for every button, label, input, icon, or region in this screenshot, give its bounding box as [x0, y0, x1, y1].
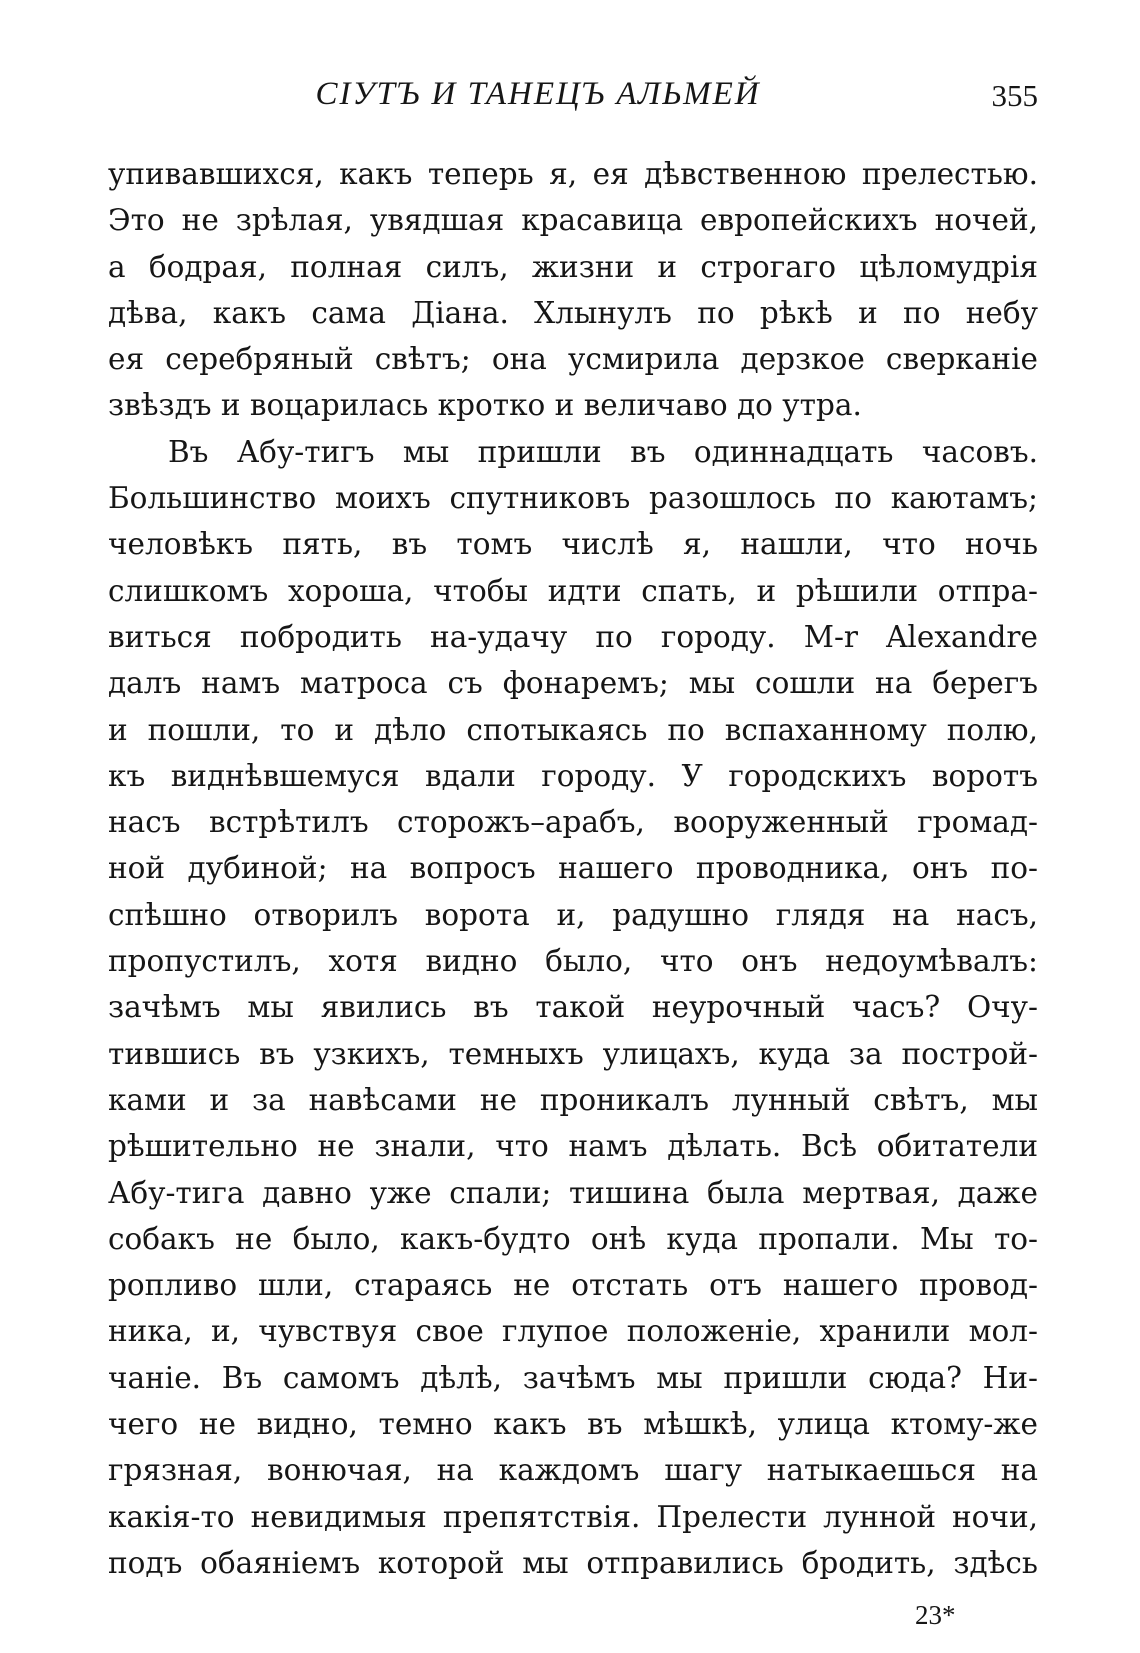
text-line: чаніе. Въ самомъ дѣлѣ, зачѣмъ мы пришли сюда? Ни-	[108, 1360, 1038, 1395]
text-line: и пошли, то и дѣло спотыкаясь по вспаханному полю,	[108, 712, 1038, 747]
paragraph-start-line: Въ Абу-тигъ мы пришли въ одиннадцать часовъ.	[168, 434, 1038, 469]
text-line: какія-то невидимыя препятствія. Прелести лунной ночи,	[108, 1499, 1038, 1534]
text-line: слишкомъ хороша, чтобы идти спать, и рѣшили отпра-	[108, 573, 1038, 608]
text-line: ной дубиной; на вопросъ нашего проводника, онъ по-	[108, 851, 1038, 886]
running-title: СІУТЪ И ТАНЕЦЪ АЛЬМЕЙ	[315, 76, 761, 112]
text-line: грязная, вонючая, на каждомъ шагу натыкаешься на	[108, 1453, 1038, 1488]
text-line: ника, и, чувствуя свое глупое положеніе, хранили мол-	[108, 1314, 1038, 1349]
text-line: упивавшихся, какъ теперь я, ея дѣвственною прелестью.	[108, 157, 1038, 191]
text-line: подъ обаяніемъ которой мы отправились бродить, здѣсь	[108, 1545, 1038, 1580]
text-line: Абу-тига давно уже спали; тишина была мертвая, даже	[108, 1175, 1038, 1210]
page-number: 355	[991, 78, 1038, 113]
text-line: а бодрая, полная силъ, жизни и строгаго цѣломудрія	[108, 249, 1038, 284]
text-line: тившись въ узкихъ, темныхъ улицахъ, куда за построй-	[108, 1036, 1038, 1071]
running-head	[108, 70, 1038, 120]
text-line: дѣва, какъ сама Діана. Хлынулъ по рѣкѣ и по небу	[108, 295, 1038, 330]
text-line: Это не зрѣлая, увядшая красавица европейскихъ ночей,	[108, 203, 1038, 238]
text-line: къ виднѣвшемуся вдали городу. У городскихъ воротъ	[108, 758, 1038, 793]
text-line: ея серебряный свѣтъ; она усмирила дерзкое сверканіе	[108, 342, 1038, 377]
text-line: человѣкъ пять, въ томъ числѣ я, нашли, что ночь	[108, 527, 1038, 562]
text-line: чего не видно, темно какъ въ мѣшкѣ, улица ктому-же	[108, 1407, 1038, 1442]
text-line: Большинство моихъ спутниковъ разошлось по каютамъ;	[108, 481, 1038, 516]
signature-mark: 23*	[915, 1600, 956, 1630]
text-line: далъ намъ матроса съ фонаремъ; мы сошли на берегъ	[108, 666, 1038, 701]
text-line: спѣшно отворилъ ворота и, радушно глядя на насъ,	[108, 897, 1038, 932]
body-text	[108, 151, 1038, 1586]
text-line: ками и за навѣсами не проникалъ лунный свѣтъ, мы	[108, 1082, 1038, 1117]
text-line: зачѣмъ мы явились въ такой неурочный часъ? Очу-	[108, 990, 1038, 1025]
text-line: виться побродить на-удачу по городу. M-r Alexandre	[108, 619, 1038, 654]
text-line: пропустилъ, хотя видно было, что онъ недоумѣвалъ:	[108, 944, 1038, 979]
text-line: ропливо шли, стараясь не отстать отъ нашего провод-	[108, 1268, 1038, 1303]
text-line: рѣшительно не знали, что намъ дѣлать. Всѣ обитатели	[108, 1129, 1038, 1164]
text-line: насъ встрѣтилъ сторожъ–арабъ, вооруженный громад-	[108, 805, 1038, 840]
text-line: звѣздъ и воцарилась кротко и величаво до утра.	[108, 388, 862, 423]
text-line: собакъ не было, какъ-будто онѣ куда пропали. Мы то-	[108, 1221, 1038, 1256]
